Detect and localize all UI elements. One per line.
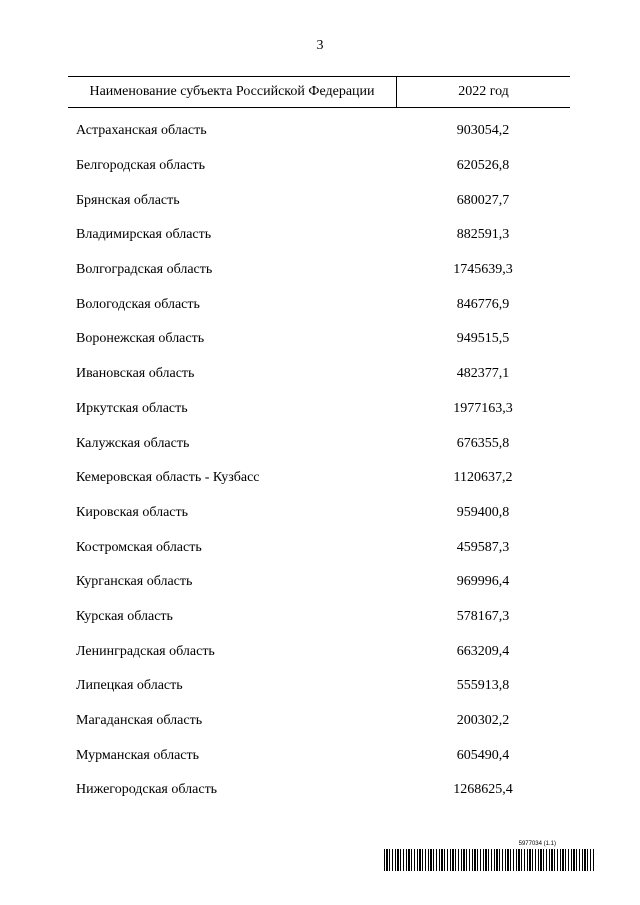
region-name: Вологодская область: [76, 296, 200, 312]
region-value: 959400,8: [456, 504, 510, 520]
barcode-icon: [384, 849, 594, 871]
table-row: [68, 738, 570, 773]
region-name: Калужская область: [76, 435, 190, 451]
table-row: [68, 496, 570, 531]
region-value: 1120637,2: [453, 470, 513, 486]
barcode-block: [384, 841, 594, 881]
region-value: 1745639,3: [453, 262, 513, 278]
region-value: 663209,4: [456, 643, 510, 659]
region-name: Кировская область: [76, 504, 189, 520]
region-name: Костромская область: [76, 539, 202, 555]
region-value: 555913,8: [456, 678, 510, 694]
region-value: 676355,8: [456, 435, 510, 451]
region-name: Воронежская область: [76, 331, 205, 347]
region-name: Мурманская область: [76, 747, 200, 763]
region-value: 620526,8: [456, 158, 510, 174]
barcode-label: 5977034 (1.1): [518, 841, 556, 847]
region-name: Белгородская область: [76, 158, 206, 174]
table-row: [68, 634, 570, 669]
region-name: Нижегородская область: [76, 782, 218, 798]
region-value: 680027,7: [456, 192, 510, 208]
region-name: Астраханская область: [76, 123, 207, 139]
header-region-name: Наименование субъекта Российской Федерации: [68, 77, 397, 107]
table-row: [68, 669, 570, 704]
table-row: [68, 704, 570, 739]
region-name: Липецкая область: [76, 678, 183, 694]
region-value: 605490,4: [456, 747, 510, 763]
table-row: [68, 461, 570, 496]
table-row: [68, 357, 570, 392]
region-name: Волгоградская область: [76, 262, 213, 278]
table-row: [68, 253, 570, 288]
region-value: 1977163,3: [453, 400, 513, 416]
region-name: Курганская область: [76, 574, 193, 590]
region-value: 459587,3: [456, 539, 510, 555]
table-row: [68, 287, 570, 322]
table-row: [68, 322, 570, 357]
table-row: [68, 392, 570, 427]
region-name: Кемеровская область - Кузбасс: [76, 470, 260, 486]
table-body: [68, 108, 570, 808]
header-year: 2022 год: [458, 84, 509, 99]
region-name: Иркутская область: [76, 400, 188, 416]
region-name: Курская область: [76, 608, 173, 624]
table-row: [68, 773, 570, 808]
region-value: 578167,3: [456, 608, 510, 624]
table-row: [68, 426, 570, 461]
region-name: Магаданская область: [76, 713, 203, 729]
region-value: 903054,2: [456, 123, 510, 139]
table-row: [68, 530, 570, 565]
region-value: 482377,1: [456, 366, 510, 382]
table-header: [68, 76, 570, 108]
table-row: [68, 149, 570, 184]
table-row: [68, 565, 570, 600]
region-value: 200302,2: [456, 713, 510, 729]
table-row: [68, 600, 570, 635]
region-name: Брянская область: [76, 192, 180, 208]
table-row: [68, 183, 570, 218]
region-name: Ивановская область: [76, 366, 195, 382]
region-value: 949515,5: [456, 331, 510, 347]
region-value: 969996,4: [456, 574, 510, 590]
table-row: [68, 114, 570, 149]
regions-table: [68, 76, 570, 808]
page-number: 3: [316, 38, 324, 53]
region-value: 846776,9: [456, 296, 510, 312]
region-name: Владимирская область: [76, 227, 212, 243]
region-value: 1268625,4: [453, 782, 513, 798]
region-value: 882591,3: [456, 227, 510, 243]
table-row: [68, 218, 570, 253]
region-name: Ленинградская область: [76, 643, 215, 659]
